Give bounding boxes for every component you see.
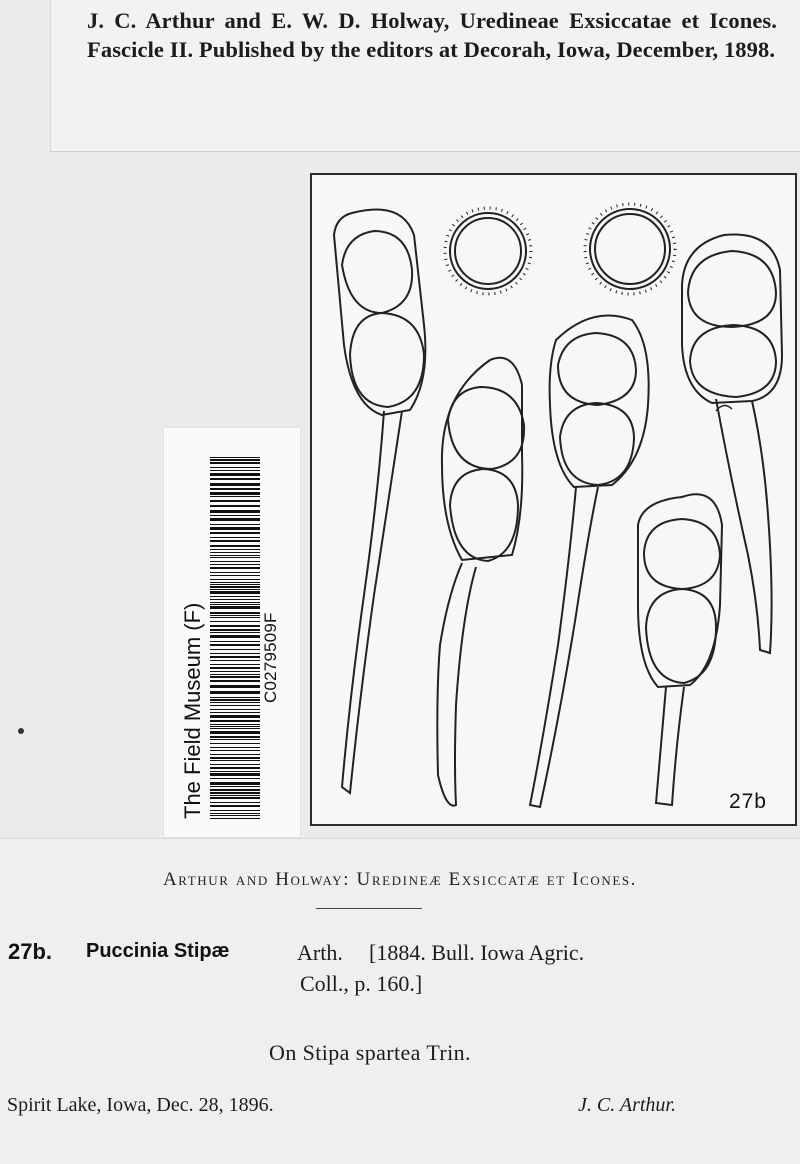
urediniospore-drawing-1 (445, 208, 531, 294)
species-author: Arth. (297, 940, 343, 965)
teliospore-drawing-4 (682, 234, 782, 653)
plate-number: 27b (728, 790, 767, 813)
collection-locality: Spirit Lake, Iowa, Dec. 28, 1896. (7, 1094, 274, 1116)
publication-citation: J. C. Arthur and E. W. D. Holway, Uredineae Exsiccatae et Icones. Fascicle II. Published by the editors at Decorah, Iowa, December, 1898. (87, 8, 777, 62)
urediniospore-drawing-2 (585, 204, 675, 294)
series-title: Arthur and Holway: Uredineæ Exsiccatæ et Icones. (162, 869, 638, 890)
barcode-institution: The Field Museum (F) (180, 602, 205, 819)
species-name: Puccinia Stipæ (86, 940, 230, 962)
collector-name: J. C. Arthur. (578, 1094, 676, 1116)
citation-line-1: [1884. Bull. Iowa Agric. (369, 940, 585, 965)
teliospore-drawing-5 (638, 494, 722, 805)
barcode-label (164, 428, 300, 837)
citation-line-2: Coll., p. 160.] (300, 971, 423, 996)
divider (316, 908, 422, 909)
specimen-mark (18, 728, 24, 734)
barcode-block (180, 449, 280, 819)
teliospore-drawings (312, 175, 795, 824)
illustration-plate (310, 173, 797, 826)
teliospore-drawing-3 (530, 316, 649, 808)
barcode-bars (210, 449, 260, 819)
barcode-number: C0279509F (261, 612, 280, 703)
teliospore-drawing-2 (437, 358, 524, 806)
publication-label (50, 0, 800, 152)
host-plant: On Stipa spartea Trin. (269, 1040, 471, 1065)
teliospore-drawing-1 (334, 209, 425, 793)
entry-number: 27b. (8, 939, 53, 964)
specimen-label (0, 838, 800, 1164)
